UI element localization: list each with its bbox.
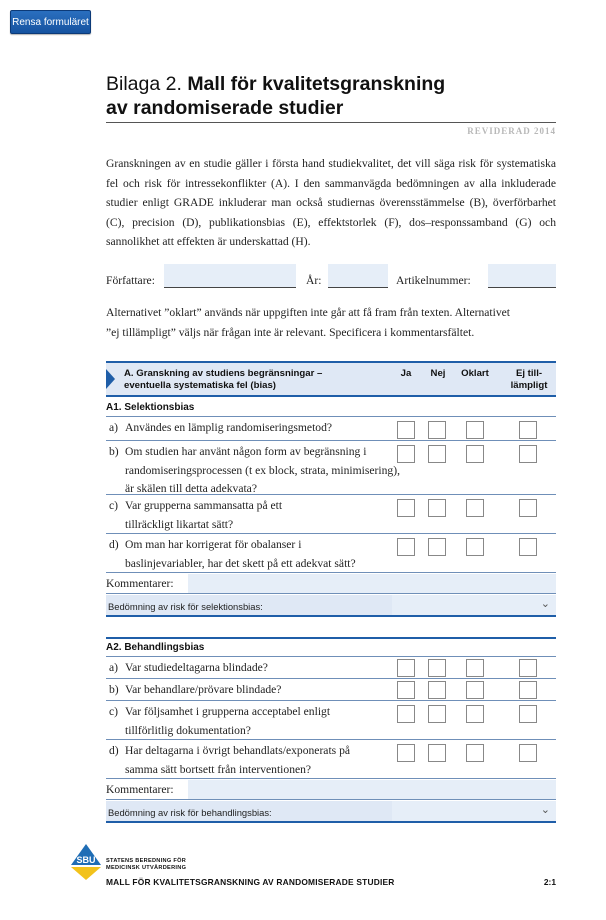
section-a2-title: A2. Behandlingsbias (106, 637, 556, 657)
checkbox-nej[interactable] (428, 744, 446, 762)
checkbox-ja[interactable] (397, 744, 415, 762)
question-letter: d) (109, 538, 119, 551)
question-letter: d) (109, 744, 119, 757)
comment-field-a2[interactable] (188, 780, 556, 799)
checkbox-oklart[interactable] (466, 744, 484, 762)
checkbox-nej[interactable] (428, 499, 446, 517)
assessment-label: Bedömning av risk för behandlingsbias: (108, 807, 272, 818)
checkbox-ja[interactable] (397, 705, 415, 723)
assessment-select-a1[interactable] (392, 595, 556, 615)
checkbox-ej-tillampligt[interactable] (519, 744, 537, 762)
checkbox-nej[interactable] (428, 445, 446, 463)
author-field[interactable] (164, 264, 296, 288)
question-text: Var behandlare/prövare blindade? (125, 683, 282, 696)
table-header (106, 361, 556, 397)
question-text: Var studiedeltagarna blindade? (125, 661, 268, 674)
footer-page-number: 2:1 (543, 877, 556, 887)
checkbox-ej-tillampligt[interactable] (519, 445, 537, 463)
section-a1-title: A1. Selektionsbias (106, 399, 556, 417)
checkbox-ej-tillampligt[interactable] (519, 705, 537, 723)
question-letter: a) (109, 421, 119, 434)
intro-paragraph: Granskningen av en studie gäller i första hand studiekvalitet, det vill säga risk för systematiska fel och risk för intressekonflikter (A). I den sammanvägda bedömningen av alla inkluderade studier enligt GRADE inkluderar man också studiernas överensstämmelse (B), överförbarhet (C), precision (D), publikationsbias (E), effektstorlek (F), dos–responssamband (G) och sannolikhet att effekten är underskattad (H). (106, 157, 556, 248)
checkbox-oklart[interactable] (466, 445, 484, 463)
checkbox-ja[interactable] (397, 681, 415, 699)
author-label: Författare: (106, 274, 155, 287)
checkbox-oklart[interactable] (466, 421, 484, 439)
footer-org-line2: MEDICINSK UTVÄRDERING (106, 865, 187, 871)
question-letter: a) (109, 661, 119, 674)
checkbox-ej-tillampligt[interactable] (519, 538, 537, 556)
table-row (106, 495, 556, 534)
checkbox-ja[interactable] (397, 659, 415, 677)
checkbox-oklart[interactable] (466, 705, 484, 723)
comment-row-a1 (106, 574, 556, 594)
checkbox-ja[interactable] (397, 538, 415, 556)
note-line-2: ”ej tillämpligt” väljs när frågan inte är relevant. Specificera i kommentarsfältet. (106, 325, 475, 339)
chevron-down-icon: ⌄ (540, 598, 550, 610)
question-text: Har deltagarna i övrigt behandlats/exponerats på samma sätt bortsett från interventionen? (125, 744, 351, 776)
question-letter: b) (109, 683, 119, 696)
assessment-row-a2 (106, 801, 556, 823)
checkbox-ej-tillampligt[interactable] (519, 421, 537, 439)
footer-document-title: MALL FÖR KVALITETSGRANSKNING AV RANDOMISERADE STUDIER (106, 877, 395, 887)
table-row (106, 534, 556, 573)
svg-text:SBU: SBU (76, 855, 96, 865)
table-header-title-line2: eventuella systematiska fel (bias) (124, 380, 276, 391)
question-letter: b) (109, 445, 119, 458)
assessment-row-a1 (106, 595, 556, 617)
table-row (106, 417, 556, 441)
col-header-ja: Ja (400, 368, 412, 379)
year-field[interactable] (328, 264, 388, 288)
question-letter: c) (109, 499, 119, 512)
instructions-note (106, 303, 556, 342)
title-bold-line2: av randomiserade studier (106, 97, 344, 119)
table-row (106, 701, 556, 740)
table-row (106, 740, 556, 779)
col-header-oklart: Oklart (461, 368, 489, 379)
assessment-label: Bedömning av risk för selektionsbias: (108, 601, 263, 612)
checkbox-nej[interactable] (428, 681, 446, 699)
chevron-down-icon: ⌄ (540, 804, 550, 816)
col-ej-line1: Ej till- (515, 368, 543, 379)
question-text: Var följsamhet i grupperna acceptabel enligt tillförlitlig dokumentation? (125, 705, 331, 737)
assessment-select-a2[interactable] (392, 801, 556, 821)
revised-label: REVIDERAD 2014 (467, 126, 556, 136)
title-prefix: Bilaga 2. (106, 73, 182, 95)
table-row (106, 679, 556, 701)
table-row (106, 657, 556, 679)
checkbox-ej-tillampligt[interactable] (519, 681, 537, 699)
comment-label: Kommentarer: (106, 577, 174, 590)
checkbox-nej[interactable] (428, 421, 446, 439)
checkbox-oklart[interactable] (466, 681, 484, 699)
checkbox-ja[interactable] (397, 421, 415, 439)
col-header-ej-tillampligt (502, 368, 556, 392)
checkbox-ja[interactable] (397, 499, 415, 517)
checkbox-ja[interactable] (397, 445, 415, 463)
article-number-field[interactable] (488, 264, 556, 288)
checkbox-nej[interactable] (428, 538, 446, 556)
comment-label: Kommentarer: (106, 783, 174, 796)
title-bold-line1: Mall för kvalitetsgranskning (187, 73, 446, 95)
comment-row-a2 (106, 780, 556, 800)
checkbox-nej[interactable] (428, 705, 446, 723)
question-text: Om man har korrigerat för obalanser i baslinjevariabler, har det skett på ett adekvat sätt? (125, 538, 356, 570)
table-row (106, 441, 556, 495)
table-header-title-line1: A. Granskning av studiens begränsningar – (124, 368, 323, 379)
article-number-label: Artikelnummer: (396, 274, 471, 287)
question-text: Var grupperna sammansatta på ett tillräckligt likartat sätt? (125, 499, 283, 531)
col-ej-line2: lämpligt (510, 380, 548, 391)
question-letter: c) (109, 705, 119, 718)
comment-field-a1[interactable] (188, 574, 556, 593)
sbu-logo-icon (70, 843, 102, 881)
footer-organization (106, 858, 186, 872)
checkbox-nej[interactable] (428, 659, 446, 677)
question-text: Användes en lämplig randomiseringsmetod? (125, 421, 333, 434)
page-title (106, 72, 556, 120)
note-line-1: Alternativet ”oklart” används när uppgiften inte går att få fram från texten. Alternativet (106, 306, 511, 319)
checkbox-ej-tillampligt[interactable] (519, 499, 537, 517)
question-text: Om studien har använt någon form av begränsning i randomiseringsprocessen (t ex block, strata, minimisering), är skälen till detta adekvata? (125, 445, 400, 495)
title-rule (106, 122, 556, 123)
header-arrow-icon (106, 369, 115, 389)
meta-row (106, 264, 556, 290)
checkbox-oklart[interactable] (466, 499, 484, 517)
checkbox-ej-tillampligt[interactable] (519, 659, 537, 677)
footer-org-line1: STATENS BEREDNING FÖR (106, 858, 187, 864)
reset-form-button[interactable]: Rensa formuläret (10, 10, 91, 34)
year-label: År: (306, 274, 322, 287)
col-header-nej: Nej (430, 368, 446, 379)
checkbox-oklart[interactable] (466, 538, 484, 556)
table-header-title (124, 368, 394, 392)
checkbox-oklart[interactable] (466, 659, 484, 677)
